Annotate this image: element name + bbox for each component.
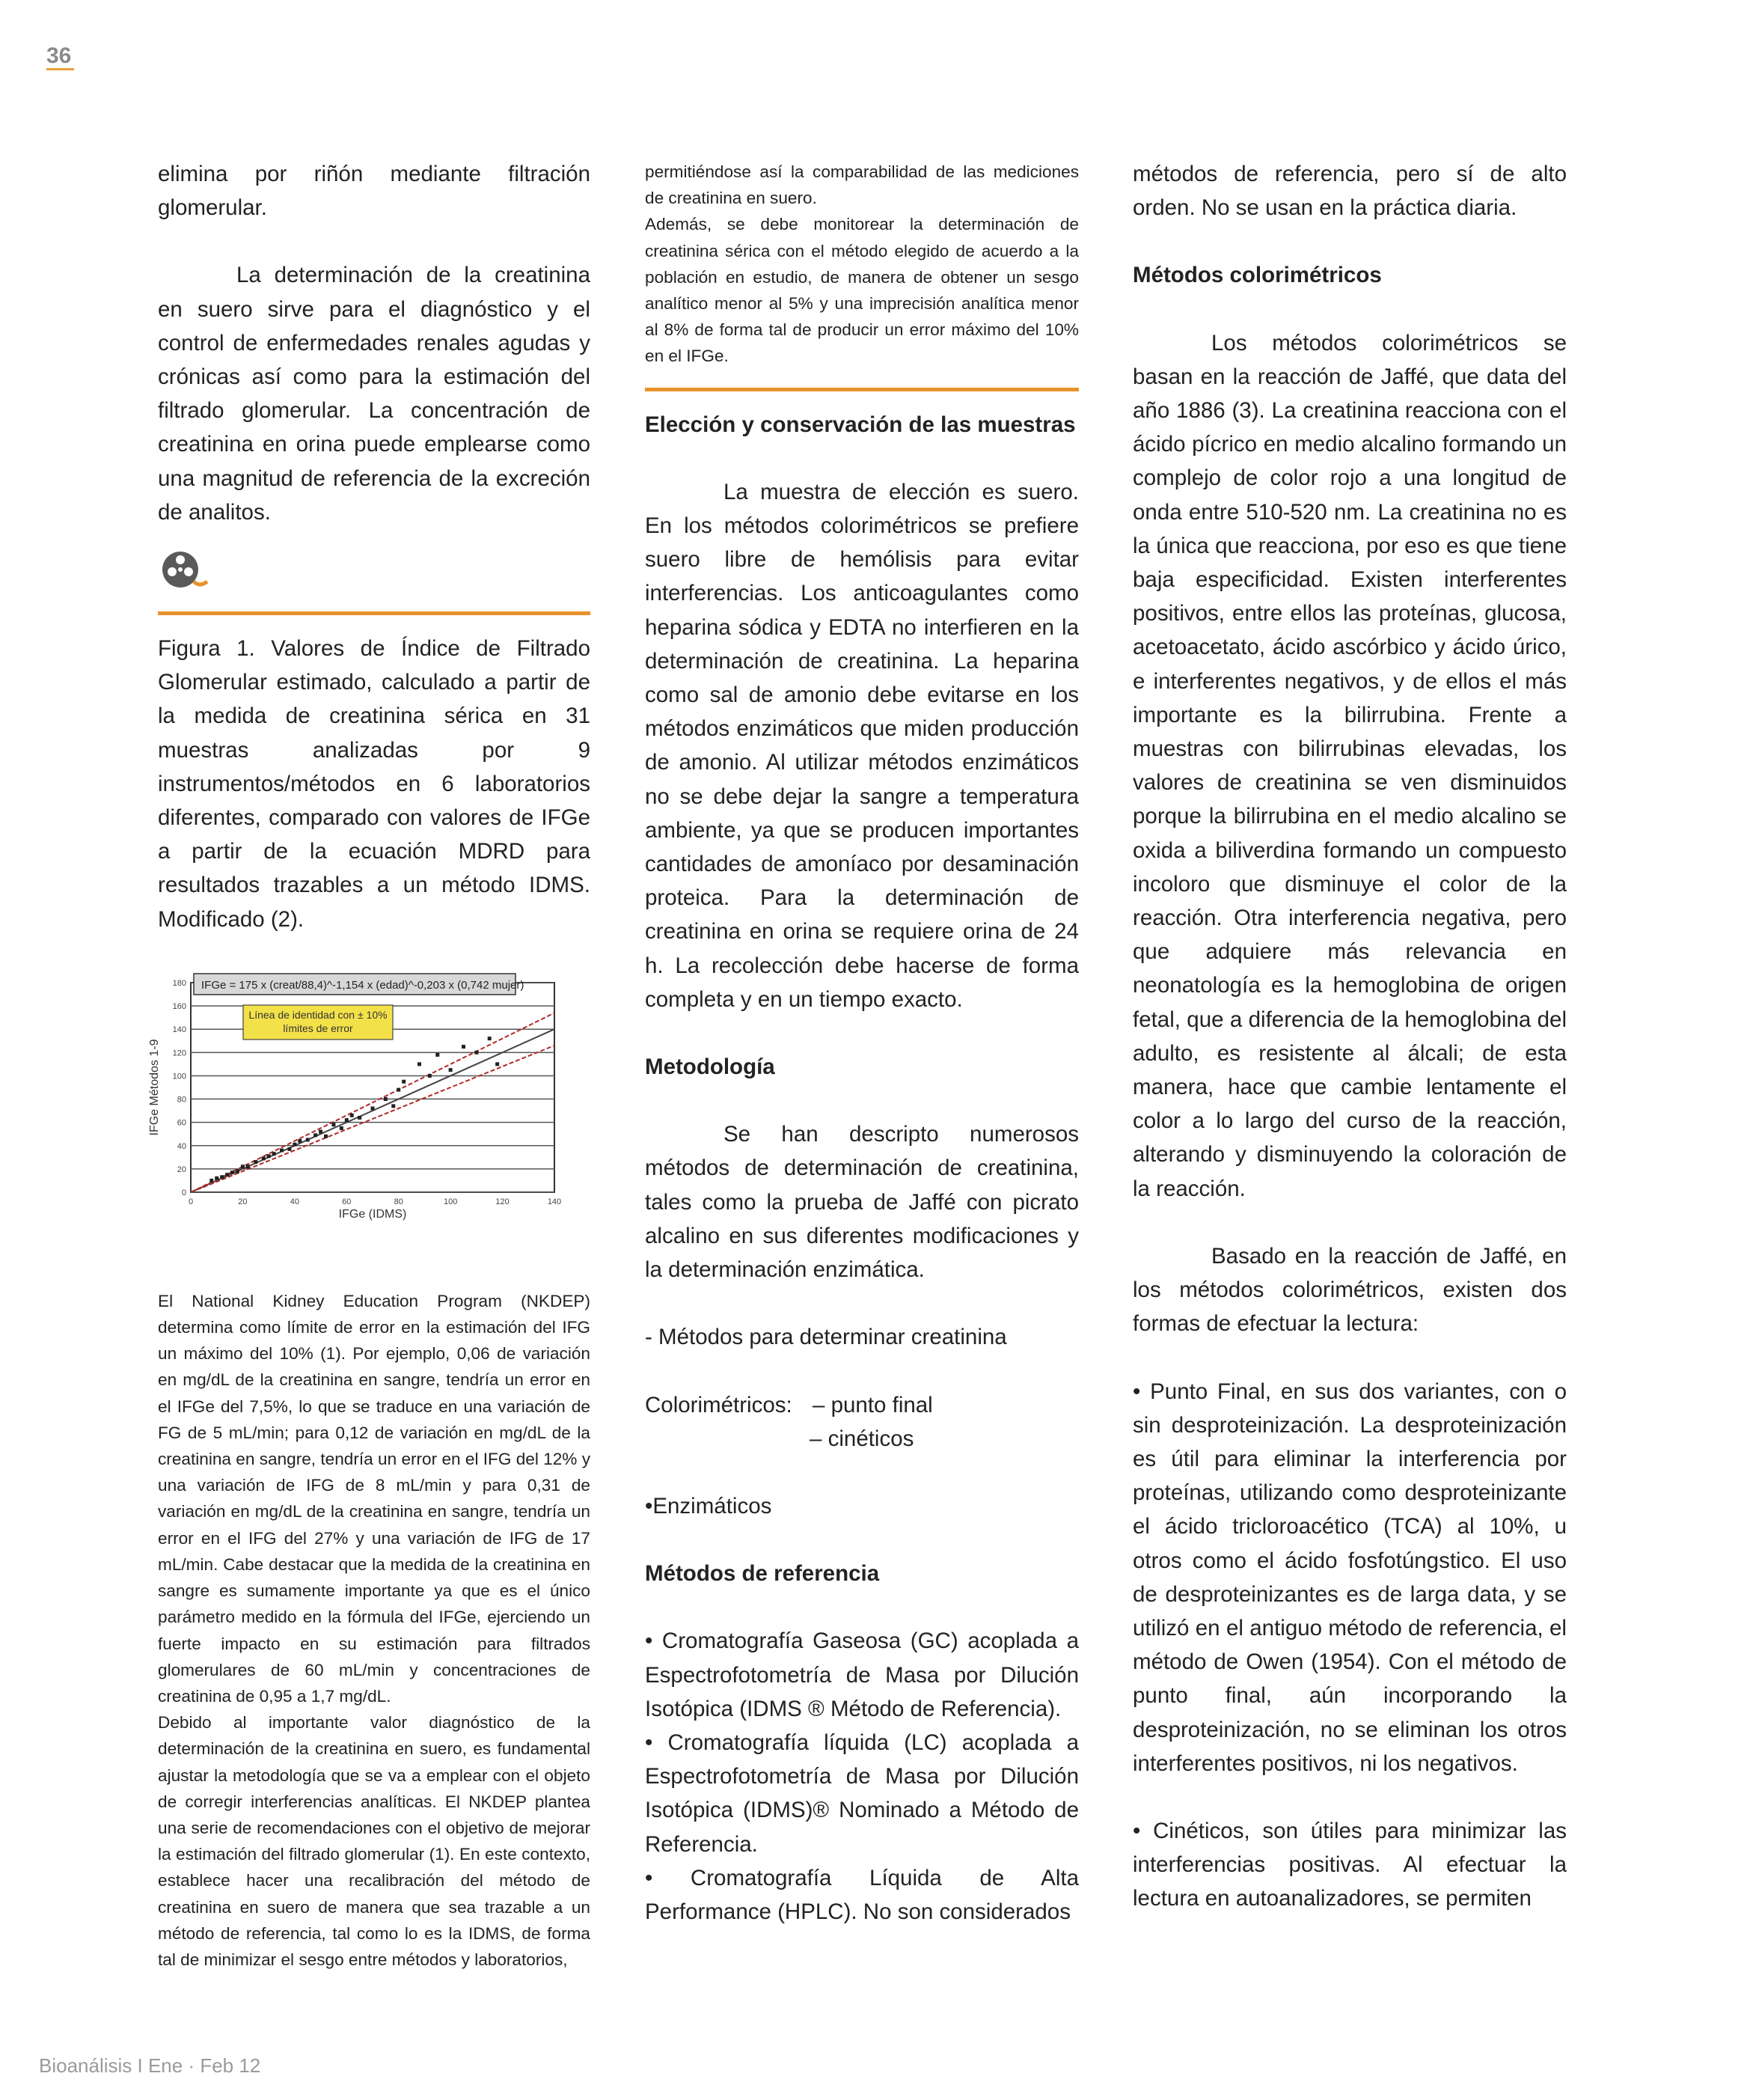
- colorimetric-row: [645, 1388, 1079, 1422]
- data-point: [474, 1051, 478, 1054]
- data-point: [384, 1097, 388, 1101]
- data-point: [449, 1068, 453, 1072]
- chart-title: IFGe = 175 x (creat/88,4)^-1,154 x (edad)^-0,203 x (0,742 mujer): [201, 978, 524, 992]
- data-point: [262, 1156, 266, 1160]
- section-heading: Métodos colorimétricos: [1133, 263, 1382, 288]
- column-2: [645, 159, 1079, 1929]
- paragraph: La determinación de la creatinina en suero sirve para el diagnóstico y el control de enfermedades renales agudas y crónicas así como para la estimación del filtrado glomerular. La concentración de creatinina en orina puede emplearse como una magnitud de referencia de la excreción de analitos.: [158, 263, 590, 525]
- list-item: • Cromatografía líquida (LC) acoplada a Espectrofotometría de Masa por Dilución Isotópica (IDMS)® Nominado a Método de Referencia.: [645, 1730, 1079, 1857]
- y-tick-label: 140: [172, 1025, 186, 1035]
- y-tick-label: 20: [177, 1165, 186, 1174]
- data-point: [417, 1062, 421, 1066]
- y-tick-label: 160: [172, 1001, 186, 1011]
- paragraph: Basado en la reacción de Jaffé, en los métodos colorimétricos, existen dos formas de efectuar la lectura:: [1133, 1243, 1567, 1337]
- paragraph: La muestra de elección es suero. En los métodos colorimétricos se prefiere suero libre de hemólisis para evitar interferencias. Los anticoagulantes como heparina sódica y EDTA no interfieren en la determinación de creatinina. La heparina como sal de amonio debe evitarse en los métodos enzimáticos que miden producción de amonio. Al utilizar métodos enzimáticos no se debe dejar la sangre a temperatura ambiente, ya que se producen importantes cantidades de amoníaco por desaminación proteica. Para la determinación de creatinina en orina se requiere orina de 24 h. La recolección debe hacerse de forma completa y en un tiempo exacto.: [645, 479, 1079, 1012]
- data-point: [209, 1179, 213, 1182]
- data-point: [462, 1045, 465, 1049]
- paragraph: elimina por riñón mediante filtración glomerular.: [158, 162, 590, 221]
- data-point: [220, 1175, 224, 1179]
- x-axis-label: IFGe (IDMS): [338, 1207, 407, 1221]
- data-point: [306, 1138, 310, 1141]
- data-point: [230, 1170, 234, 1174]
- list-item: • Cromatografía Líquida de Alta Performance (HPLC). No son considerados: [645, 1865, 1079, 1924]
- data-point: [428, 1074, 432, 1078]
- data-point: [267, 1154, 271, 1158]
- figure-caption: Figura 1. Valores de Índice de Filtrado Glomerular estimado, calculado a partir de la medida de creatinina sérica en 31 muestras analizadas por 9 instrumentos/métodos en 6 laboratorios diferentes, comparado con valores de IFGe a partir de la ecuación MDRD para resultados trazables a un método IDMS. Modificado (2).: [158, 636, 590, 932]
- data-point: [313, 1133, 317, 1137]
- list-item: • Cromatografía Gaseosa (GC) acoplada a Espectrofotometría de Masa por Dilución Isotópica (IDMS ® Método de Referencia).: [645, 1629, 1079, 1721]
- legend-text: Línea de identidad con ± 10% límites de error: [248, 1008, 388, 1034]
- data-point: [435, 1053, 439, 1057]
- legend-text-wrap: [245, 1005, 391, 1040]
- column-3: [1133, 157, 1567, 1916]
- data-point: [340, 1126, 343, 1130]
- paragraph: Los métodos colorimétricos se basan en la reacción de Jaffé, que data del año 1886 (3). La creatinina reacciona con el ácido pícrico en medio alcalino formando un complejo de color rojo a una longitud de onda entre 510-520 nm. La creatinina no es la única que reacciona, por eso es que tiene baja especificidad. Existen interferentes positivos, entre ellos las proteínas, glucosa, acetoacetato, ácido ascórbico y ácido úrico, e interferentes negativos, y de ellos el más importante es la bilirrubina. Frente a muestras con bilirrubinas elevadas, los valores de creatinina se ven disminuidos porque la bilirrubina en el medio alcalino se oxida a biliverdina formando un compuesto incoloro que disminuye el color de la reacción. Otra interferencia negativa, pero que adquiere más relevancia en neonatología es la hemoglobina de origen fetal, que a diferencia de la hemoglobina del adulto, es resistente al álcali; de esta manera, hace que cambie lentamente el color a lo largo del curso de la reacción, alterando y disminuyendo la coloración de la reacción.: [1133, 330, 1567, 1201]
- data-point: [402, 1080, 406, 1084]
- data-point: [254, 1160, 257, 1164]
- paragraph-small: Además, se debe monitorear la determinación de creatinina sérica con el método elegido de acuerdo a la población en estudio, de manera de obtener un sesgo analítico menor al 5% y una imprecisión analítica menor al 8% de forma tal de producir un error máximo del 10% en el IFGe.: [645, 215, 1079, 366]
- y-tick-label: 120: [172, 1049, 186, 1058]
- paragraph: Se han descripto numerosos métodos de determinación de creatinina, tales como la prueba de Jaffé con picrato alcalino en sus diferentes modificaciones y la determinación enzimática.: [645, 1122, 1079, 1283]
- paragraph: • Punto Final, en sus dos variantes, con o sin desproteinización. La desproteinización es útil para eliminar la interferencia por proteínas, utilizando como desproteinizante el ácido tricloroacético (TCA) al 10%, u otros como el ácido fosfotúngstico. El uso de desproteinizantes es de larga data, y se utilizó en el antiguo método de referencia, el método de Owen (1954). Con el método de punto final, aún incorporando la desproteinización, no se eliminan los otros interferentes positivos, ni los negativos.: [1133, 1379, 1567, 1776]
- paragraph-small: permitiéndose así la comparabilidad de las mediciones de creatinina en suero.: [645, 162, 1079, 208]
- data-point: [215, 1176, 218, 1180]
- data-point: [345, 1118, 349, 1122]
- list-item: •Enzimáticos: [645, 1493, 772, 1518]
- data-point: [298, 1139, 302, 1143]
- x-tick-label: 20: [238, 1197, 248, 1206]
- data-point: [488, 1037, 492, 1040]
- data-point: [236, 1169, 239, 1173]
- paragraph: • Cinéticos, son útiles para minimizar las interferencias positivas. Al efectuar la lectura en autoanalizadores, se permiten: [1133, 1818, 1567, 1911]
- data-point: [280, 1148, 284, 1152]
- data-point: [246, 1165, 250, 1168]
- y-tick-label: 80: [177, 1095, 186, 1105]
- data-point: [331, 1123, 335, 1126]
- data-point: [391, 1104, 395, 1108]
- data-point: [371, 1106, 375, 1110]
- x-tick-label: 140: [547, 1197, 562, 1206]
- data-point: [397, 1087, 400, 1091]
- data-point: [324, 1135, 328, 1138]
- x-tick-label: 80: [394, 1197, 403, 1206]
- figure-icon-row: [158, 544, 590, 611]
- list-title: - Métodos para determinar creatinina: [645, 1325, 1007, 1350]
- y-tick-label: 40: [177, 1141, 186, 1151]
- x-tick-label: 40: [290, 1197, 299, 1206]
- paragraph-small: Debido al importante valor diagnóstico de la determinación de la creatinina en suero, es fundamental ajustar la metodología que se va a emplear con el objeto de corregir interferencias analíticas. El NKDEP plantea una serie de recomendaciones con el objetivo de mejorar la estimación del filtrado glomerular (1). En este contexto, establece hacer una recalibración del método de creatinina en suero de manera que sea trazable a un método de referencia, tal como lo es la IDMS, de forma tal de minimizar el sesgo entre métodos y laboratorios,: [158, 1713, 590, 1969]
- data-point: [241, 1165, 245, 1168]
- x-tick-label: 120: [495, 1197, 510, 1206]
- paragraph-small: El National Kidney Education Program (NKDEP) determina como límite de error en la estimación del IFG un máximo del 10% (1). Por ejemplo, 0,06 de variación en mg/dL de la creatinina en sangre, tendría un error en el IFGe del 7,5%, lo que se traduce en una variación de FG de 5 mL/min; para 0,12 de variación en mg/dL de la creatinina en sangre, tendría un error en el IFG del 12% y una variación de IFG de 8 mL/min y para 0,31 de variación en mg/dL de la creatinina en sangre, tendría un error en el IFG del 27% y una variación de IFG de 17 mL/min. Cabe destacar que la medida de la creatinina en sangre es sumamente importante ya que es el único parámetro medido en la fórmula del IFGe, ejerciendo un fuerte impacto en su estimación para filtrados glomerulares de 60 mL/min y concentraciones de creatinina de 0,95 a 1,7 mg/dL.: [158, 1291, 590, 1706]
- x-tick-label: 60: [342, 1197, 352, 1206]
- y-axis-label: IFGe Métodos 1-9: [148, 1039, 161, 1136]
- y-tick-label: 180: [172, 978, 186, 988]
- page-number: 36: [46, 43, 74, 70]
- list-item: – cinéticos: [810, 1426, 914, 1451]
- section-heading: Métodos de referencia: [645, 1561, 880, 1587]
- y-tick-label: 60: [177, 1118, 186, 1128]
- film-reel-icon: [159, 549, 213, 595]
- x-tick-label: 0: [188, 1197, 194, 1206]
- data-point: [272, 1152, 276, 1156]
- column-1: [148, 157, 590, 1973]
- figure-chart: [148, 968, 590, 1228]
- y-tick-label: 100: [172, 1072, 186, 1081]
- data-point: [319, 1129, 322, 1133]
- data-point: [225, 1173, 229, 1176]
- x-tick-label: 100: [443, 1197, 458, 1206]
- list-item: – punto final: [813, 1392, 933, 1417]
- data-point: [287, 1147, 291, 1151]
- data-point: [293, 1143, 296, 1147]
- scatter-chart: [144, 968, 578, 1222]
- data-point: [358, 1116, 361, 1120]
- paragraph: métodos de referencia, pero sí de alto orden. No se usan en la práctica diaria.: [1133, 162, 1567, 221]
- section-heading: Elección y conservación de las muestras: [645, 412, 1076, 437]
- y-tick-label: 0: [181, 1188, 186, 1197]
- footer: Bioanálisis I Ene · Feb 12: [39, 2054, 261, 2077]
- colorimetric-label: Colorimétricos:: [645, 1392, 792, 1417]
- data-point: [350, 1114, 354, 1117]
- data-point: [495, 1062, 499, 1066]
- section-heading: Metodología: [645, 1054, 775, 1080]
